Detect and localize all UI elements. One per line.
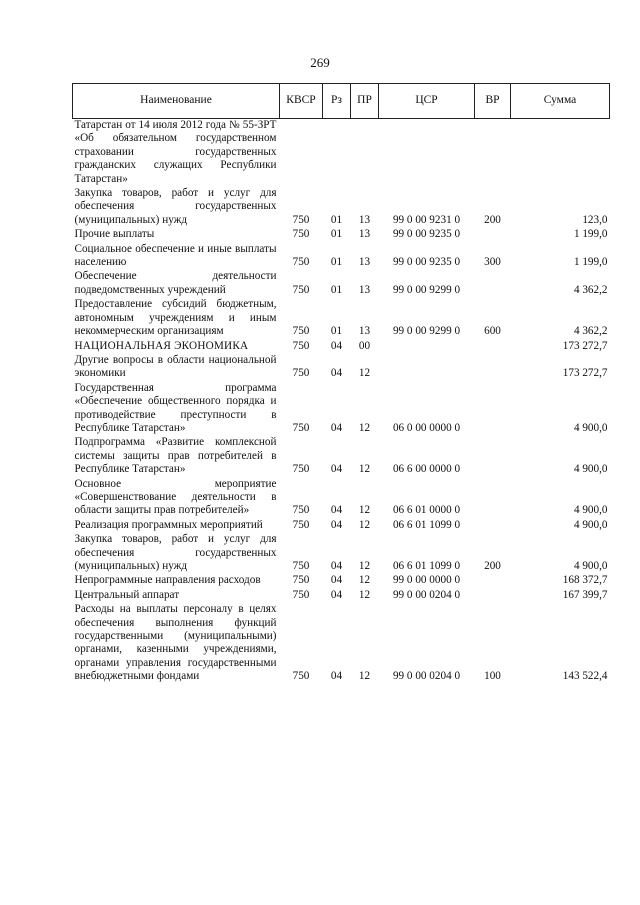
cell-csr: 99 0 00 9235 0	[392, 256, 461, 269]
table-row	[73, 477, 610, 518]
page-number: 269	[310, 55, 330, 70]
header-vr: ВР	[475, 84, 511, 119]
cell-sum: 4 900,0	[573, 560, 608, 572]
cell-kvsr: 750	[292, 367, 310, 380]
cell-csr: 99 0 00 9299 0	[392, 325, 461, 338]
cell-sum: 4 362,2	[573, 325, 608, 338]
cell-sum: 4 362,2	[573, 283, 608, 296]
table-row	[73, 242, 610, 270]
cell-pr: 13	[358, 325, 371, 338]
cell-kvsr: 750	[292, 283, 310, 296]
cell-sum: 4 900,0	[573, 518, 608, 531]
table-row	[73, 573, 610, 587]
cell-name: Государственная программа «Обеспечение общественного порядка и противодействие преступности в Республике Татарстан»	[74, 381, 277, 434]
table-row	[73, 227, 610, 241]
cell-sum: 4 900,0	[573, 463, 608, 476]
cell-csr: 99 0 00 0000 0	[392, 574, 461, 587]
cell-sum: 143 522,4	[562, 670, 608, 683]
cell-csr	[379, 119, 475, 187]
table-row	[73, 588, 610, 602]
table-row	[73, 518, 610, 532]
cell-vr: 600	[484, 325, 501, 338]
cell-rz: 04	[330, 367, 343, 380]
cell-sum: 4 900,0	[573, 421, 608, 434]
cell-rz: 04	[330, 518, 343, 531]
cell-kvsr: 750	[292, 560, 310, 572]
cell-csr	[379, 353, 475, 381]
cell-name: Закупка товаров, работ и услуг для обеспечения государственных (муниципальных) нужд	[74, 187, 277, 226]
cell-pr: 13	[358, 228, 371, 241]
cell-vr	[475, 339, 511, 353]
cell-pr: 13	[358, 213, 371, 226]
cell-sum	[511, 119, 610, 187]
cell-vr: 100	[484, 670, 501, 683]
cell-vr	[475, 435, 511, 476]
budget-table	[72, 83, 610, 684]
header-pr: ПР	[351, 84, 379, 119]
cell-vr	[475, 269, 511, 297]
cell-csr: 06 0 00 0000 0	[392, 421, 461, 434]
cell-rz: 04	[330, 463, 343, 476]
cell-kvsr	[280, 119, 323, 187]
cell-rz: 04	[330, 421, 343, 434]
cell-pr: 13	[358, 256, 371, 269]
header-rz: Рз	[323, 84, 351, 119]
cell-pr: 12	[358, 463, 371, 476]
cell-csr: 99 0 00 0204 0	[392, 588, 461, 601]
cell-name: Расходы на выплаты персоналу в целях обеспечения выполнения функций государственными (муниципальными) органами, казенными учреждениями, органами управления государственными внебюджетными фондами	[74, 603, 277, 683]
table-row	[73, 297, 610, 338]
cell-kvsr: 750	[292, 670, 310, 683]
cell-rz: 04	[330, 670, 343, 683]
cell-kvsr: 750	[292, 339, 310, 352]
cell-name: Прочие выплаты	[74, 228, 155, 241]
cell-name: Предоставление субсидий бюджетным, автономным учреждениям и иным некоммерческим организациям	[74, 298, 277, 338]
cell-pr: 12	[358, 670, 371, 683]
cell-pr: 12	[358, 560, 371, 572]
header-row	[73, 84, 610, 119]
cell-rz: 04	[330, 588, 343, 601]
cell-name: Татарстан от 14 июля 2012 года № 55-ЗРТ «Об обязательном государственном страховании государственных гражданских служащих Республики Татарстан»	[74, 119, 277, 185]
cell-kvsr: 750	[292, 228, 310, 241]
cell-name: Основное мероприятие «Совершенствование деятельности в области защиты прав потребителей»	[74, 477, 277, 517]
cell-pr: 13	[358, 283, 371, 296]
cell-rz	[323, 119, 351, 187]
cell-pr	[351, 119, 379, 187]
cell-vr	[475, 119, 511, 187]
cell-vr	[475, 477, 511, 518]
cell-vr	[475, 353, 511, 381]
cell-rz: 04	[330, 574, 343, 587]
cell-sum: 4 900,0	[573, 504, 608, 517]
cell-name: Центральный аппарат	[74, 588, 180, 601]
cell-pr: 00	[358, 339, 371, 352]
cell-pr: 12	[358, 421, 371, 434]
header-csr: ЦСР	[379, 84, 475, 119]
cell-rz: 01	[330, 228, 343, 241]
cell-vr: 200	[484, 560, 501, 572]
cell-pr: 12	[358, 588, 371, 601]
cell-rz: 04	[330, 560, 343, 572]
header-name: Наименование	[73, 84, 280, 119]
cell-vr	[475, 518, 511, 532]
cell-kvsr: 750	[292, 463, 310, 476]
cell-vr: 300	[484, 256, 501, 269]
table-row	[73, 186, 610, 227]
cell-kvsr: 750	[292, 325, 310, 338]
cell-name: Подпрограмма «Развитие комплексной системы защиты прав потребителей в Республике Татарстан»	[74, 436, 277, 476]
cell-kvsr: 750	[292, 504, 310, 517]
cell-name: НАЦИОНАЛЬНАЯ ЭКОНОМИКА	[74, 339, 249, 352]
cell-rz: 01	[330, 213, 343, 226]
cell-name: Социальное обеспечение и иные выплаты населению	[74, 242, 277, 269]
table-row	[73, 532, 610, 573]
cell-sum: 167 399,7	[562, 588, 608, 601]
budget-table-container	[72, 83, 609, 684]
cell-csr: 99 0 00 9299 0	[392, 283, 461, 296]
cell-vr: 200	[484, 213, 501, 226]
cell-csr: 06 6 01 1099 0	[392, 518, 461, 531]
cell-rz: 01	[330, 325, 343, 338]
cell-name: Другие вопросы в области национальной экономики	[74, 353, 277, 380]
cell-kvsr: 750	[292, 518, 310, 531]
cell-vr	[475, 573, 511, 587]
cell-csr: 06 6 01 0000 0	[392, 504, 461, 517]
cell-name: Реализация программных мероприятий	[74, 518, 263, 531]
cell-sum: 168 372,7	[562, 574, 608, 587]
table-row	[73, 339, 610, 353]
cell-sum: 123,0	[582, 213, 608, 226]
header-sum: Сумма	[511, 84, 610, 119]
table-row	[73, 353, 610, 381]
cell-vr	[475, 588, 511, 602]
cell-rz: 01	[330, 283, 343, 296]
cell-sum: 173 272,7	[562, 367, 608, 380]
cell-vr	[475, 227, 511, 241]
table-body	[73, 119, 610, 684]
table-row	[73, 381, 610, 436]
cell-csr: 99 0 00 9235 0	[392, 228, 461, 241]
cell-pr: 12	[358, 574, 371, 587]
cell-pr: 12	[358, 504, 371, 517]
table-row	[73, 119, 610, 187]
cell-kvsr: 750	[292, 256, 310, 269]
cell-sum: 1 199,0	[573, 228, 608, 241]
cell-sum: 1 199,0	[573, 256, 608, 269]
cell-csr: 99 0 00 0204 0	[392, 670, 461, 683]
cell-name: Закупка товаров, работ и услуг для обеспечения государственных (муниципальных) нужд	[74, 533, 277, 572]
cell-name: Обеспечение деятельности подведомственных учреждений	[74, 270, 277, 296]
cell-name: Непрограммные направления расходов	[74, 574, 261, 587]
header-kvsr: КВСР	[280, 84, 323, 119]
cell-sum: 173 272,7	[562, 339, 608, 352]
cell-pr: 12	[358, 518, 371, 531]
cell-kvsr: 750	[292, 574, 310, 587]
cell-kvsr: 750	[292, 421, 310, 434]
cell-kvsr: 750	[292, 213, 310, 226]
cell-vr	[475, 381, 511, 436]
table-header	[73, 84, 610, 119]
cell-kvsr: 750	[292, 588, 310, 601]
cell-csr: 06 6 00 0000 0	[392, 463, 461, 476]
cell-csr: 99 0 00 9231 0	[392, 213, 461, 226]
cell-rz: 01	[330, 256, 343, 269]
table-row	[73, 435, 610, 476]
table-row	[73, 269, 610, 297]
cell-pr: 12	[358, 367, 371, 380]
cell-rz: 04	[330, 339, 343, 352]
cell-csr: 06 6 01 1099 0	[392, 560, 461, 572]
cell-csr	[379, 339, 475, 353]
cell-rz: 04	[330, 504, 343, 517]
table-row	[73, 602, 610, 683]
